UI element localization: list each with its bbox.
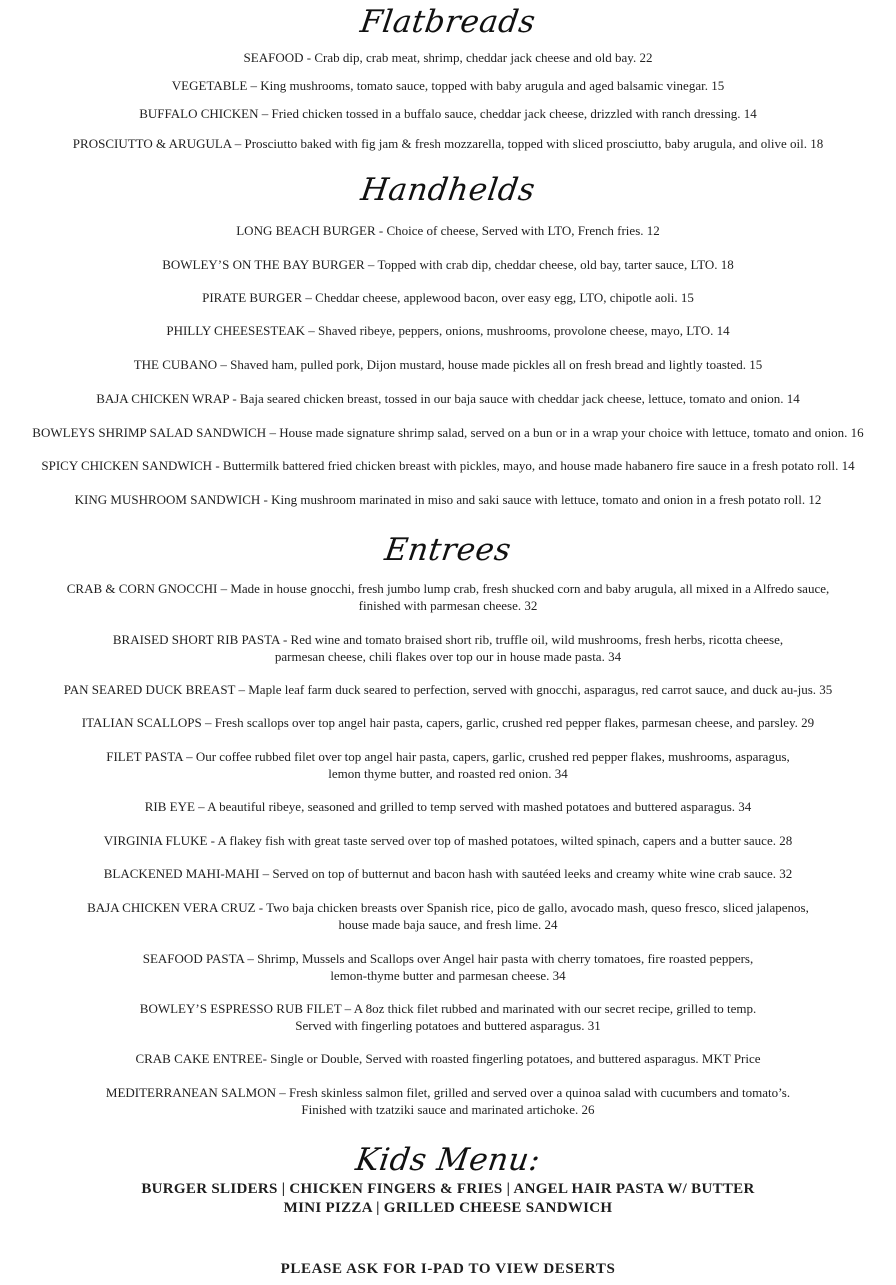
entrees-item-10 bbox=[0, 950, 896, 984]
menu-item-text: BRAISED SHORT RIB PASTA - Red wine and tomato braised short rib, truffle oil, wild mushrooms, fresh herbs, ricotta cheese, bbox=[112, 632, 784, 647]
flatbreads-item-4 bbox=[0, 135, 896, 152]
menu-item-text: SEAFOOD PASTA – Shrimp, Mussels and Scallops over Angel hair pasta with cherry tomatoes, fire roasted peppers, bbox=[142, 951, 754, 966]
menu-item-text: BOWLEYS SHRIMP SALAD SANDWICH – House made signature shrimp salad, served on a bun or in a wrap your choice with lettuce, tomato and onion. 16 bbox=[32, 425, 864, 440]
menu-item-text: Finished with tzatziki sauce and marinated artichoke. 26 bbox=[301, 1102, 595, 1117]
kids-section bbox=[0, 1142, 896, 1178]
flatbreads-section bbox=[0, 4, 896, 40]
entrees-item-7 bbox=[0, 832, 896, 849]
menu-item-text: CRAB CAKE ENTREE- Single or Double, Served with roasted fingerling potatoes, and buttered asparagus. MKT Price bbox=[135, 1051, 761, 1066]
handhelds-item-9 bbox=[0, 491, 896, 508]
menu-item-text: BOWLEY’S ESPRESSO RUB FILET – A 8oz thick filet rubbed and marinated with our secret recipe, grilled to temp. bbox=[139, 1001, 757, 1016]
menu-item-text: KING MUSHROOM SANDWICH - King mushroom marinated in miso and saki sauce with lettuce, tomato and onion in a fresh potato roll. 12 bbox=[74, 492, 822, 507]
entrees-item-3 bbox=[0, 681, 896, 698]
menu-item-text: SEAFOOD - Crab dip, crab meat, shrimp, cheddar jack cheese and old bay. 22 bbox=[243, 50, 653, 65]
menu-item-text: lemon-thyme butter and parmesan cheese. 34 bbox=[330, 968, 566, 983]
handhelds-item-8 bbox=[0, 457, 896, 474]
menu-item-text: VEGETABLE – King mushrooms, tomato sauce, topped with baby arugula and aged balsamic vinegar. 15 bbox=[171, 78, 725, 93]
entrees-section bbox=[0, 532, 896, 568]
kids-items bbox=[0, 1180, 896, 1218]
footer-note bbox=[0, 1260, 896, 1279]
menu-item-text: Served with fingerling potatoes and buttered asparagus. 31 bbox=[295, 1018, 601, 1033]
menu-item-text: BAJA CHICKEN VERA CRUZ - Two baja chicken breasts over Spanish rice, pico de gallo, avocado mash, queso fresco, sliced jalapenos, bbox=[87, 900, 809, 915]
section-title-handhelds: Handhelds bbox=[358, 172, 538, 208]
menu-item-text: finished with parmesan cheese. 32 bbox=[358, 598, 538, 613]
menu-item-text: lemon thyme butter, and roasted red onion. 34 bbox=[328, 766, 568, 781]
entrees-item-11 bbox=[0, 1000, 896, 1034]
kids-item-line: MINI PIZZA | GRILLED CHEESE SANDWICH bbox=[283, 1200, 613, 1216]
menu-item-text: PAN SEARED DUCK BREAST – Maple leaf farm duck seared to perfection, served with gnocchi, asparagus, red carrot sauce, and duck au-jus. 35 bbox=[63, 682, 833, 697]
handhelds-section bbox=[0, 172, 896, 208]
menu-item-text: SPICY CHICKEN SANDWICH - Buttermilk battered fried chicken breast with pickles, mayo, and house made habanero fire sauce in a fresh potato roll. 14 bbox=[41, 458, 855, 473]
menu-item-text: FILET PASTA – Our coffee rubbed filet over top angel hair pasta, capers, garlic, crushed red pepper flakes, mushrooms, asparagus, bbox=[106, 749, 790, 764]
entrees-item-8 bbox=[0, 865, 896, 882]
menu-item-text: PIRATE BURGER – Cheddar cheese, applewood bacon, over easy egg, LTO, chipotle aoli. 15 bbox=[202, 290, 694, 305]
menu-item-text: house made baja sauce, and fresh lime. 24 bbox=[338, 917, 558, 932]
flatbreads-item-2 bbox=[0, 77, 896, 94]
handhelds-item-3 bbox=[0, 289, 896, 306]
handhelds-item-1 bbox=[0, 222, 896, 239]
menu-item-text: parmesan cheese, chili flakes over top our in house made pasta. 34 bbox=[274, 649, 622, 664]
menu-item-text: BOWLEY’S ON THE BAY BURGER – Topped with crab dip, cheddar cheese, old bay, tarter sauce, LTO. 18 bbox=[162, 257, 734, 272]
flatbreads-item-3 bbox=[0, 105, 896, 122]
menu-item-text: BUFFALO CHICKEN – Fried chicken tossed in a buffalo sauce, cheddar jack cheese, drizzled with ranch dressing. 14 bbox=[139, 106, 757, 121]
menu-item-text: CRAB & CORN GNOCCHI – Made in house gnocchi, fresh jumbo lump crab, fresh shucked corn and baby arugula, all mixed in a Alfredo sauce, bbox=[66, 581, 830, 596]
menu-item-text: PROSCIUTTO & ARUGULA – Prosciutto baked with fig jam & fresh mozzarella, topped with sliced prosciutto, baby arugula, and olive oil. 18 bbox=[72, 136, 824, 151]
menu-item-text: RIB EYE – A beautiful ribeye, seasoned and grilled to temp served with mashed potatoes and buttered asparagus. 34 bbox=[144, 799, 752, 814]
menu-item-text: THE CUBANO – Shaved ham, pulled pork, Dijon mustard, house made pickles all on fresh bread and lightly toasted. 15 bbox=[133, 357, 763, 372]
handhelds-item-4 bbox=[0, 322, 896, 339]
menu-item-text: BAJA CHICKEN WRAP - Baja seared chicken breast, tossed in our baja sauce with cheddar jack cheese, lettuce, tomato and onion. 14 bbox=[96, 391, 800, 406]
handhelds-item-7 bbox=[0, 424, 896, 441]
menu-item-text: VIRGINIA FLUKE - A flakey fish with great taste served over top of mashed potatoes, wilted spinach, capers and a butter sauce. 28 bbox=[103, 833, 793, 848]
handhelds-item-6 bbox=[0, 390, 896, 407]
entrees-item-4 bbox=[0, 714, 896, 731]
section-title-flatbreads: Flatbreads bbox=[358, 4, 538, 40]
menu-item-text: PHILLY CHEESESTEAK – Shaved ribeye, peppers, onions, mushrooms, provolone cheese, mayo, LTO. 14 bbox=[166, 323, 730, 338]
entrees-item-6 bbox=[0, 798, 896, 815]
entrees-item-12 bbox=[0, 1050, 896, 1067]
entrees-item-13 bbox=[0, 1084, 896, 1118]
menu-item-text: ITALIAN SCALLOPS – Fresh scallops over top angel hair pasta, capers, garlic, crushed red pepper flakes, parmesan cheese, and parsley. 29 bbox=[81, 715, 815, 730]
menu-item-text: BLACKENED MAHI-MAHI – Served on top of butternut and bacon hash with sautéed leeks and creamy white wine crab sauce. 32 bbox=[103, 866, 793, 881]
section-title-entrees: Entrees bbox=[382, 532, 514, 568]
menu-item-text: LONG BEACH BURGER - Choice of cheese, Served with LTO, French fries. 12 bbox=[236, 223, 660, 238]
footer-note-text: PLEASE ASK FOR I-PAD TO VIEW DESERTS bbox=[280, 1261, 616, 1277]
entrees-item-1 bbox=[0, 580, 896, 614]
kids-item-line: BURGER SLIDERS | CHICKEN FINGERS & FRIES | ANGEL HAIR PASTA W/ BUTTER bbox=[141, 1181, 755, 1197]
handhelds-item-5 bbox=[0, 356, 896, 373]
entrees-item-9 bbox=[0, 899, 896, 933]
handhelds-item-2 bbox=[0, 256, 896, 273]
section-title-kids: Kids Menu: bbox=[353, 1142, 543, 1178]
flatbreads-item-1 bbox=[0, 49, 896, 66]
menu-item-text: MEDITERRANEAN SALMON – Fresh skinless salmon filet, grilled and served over a quinoa salad with cucumbers and tomato’s. bbox=[105, 1085, 791, 1100]
entrees-item-5 bbox=[0, 748, 896, 782]
entrees-item-2 bbox=[0, 631, 896, 665]
